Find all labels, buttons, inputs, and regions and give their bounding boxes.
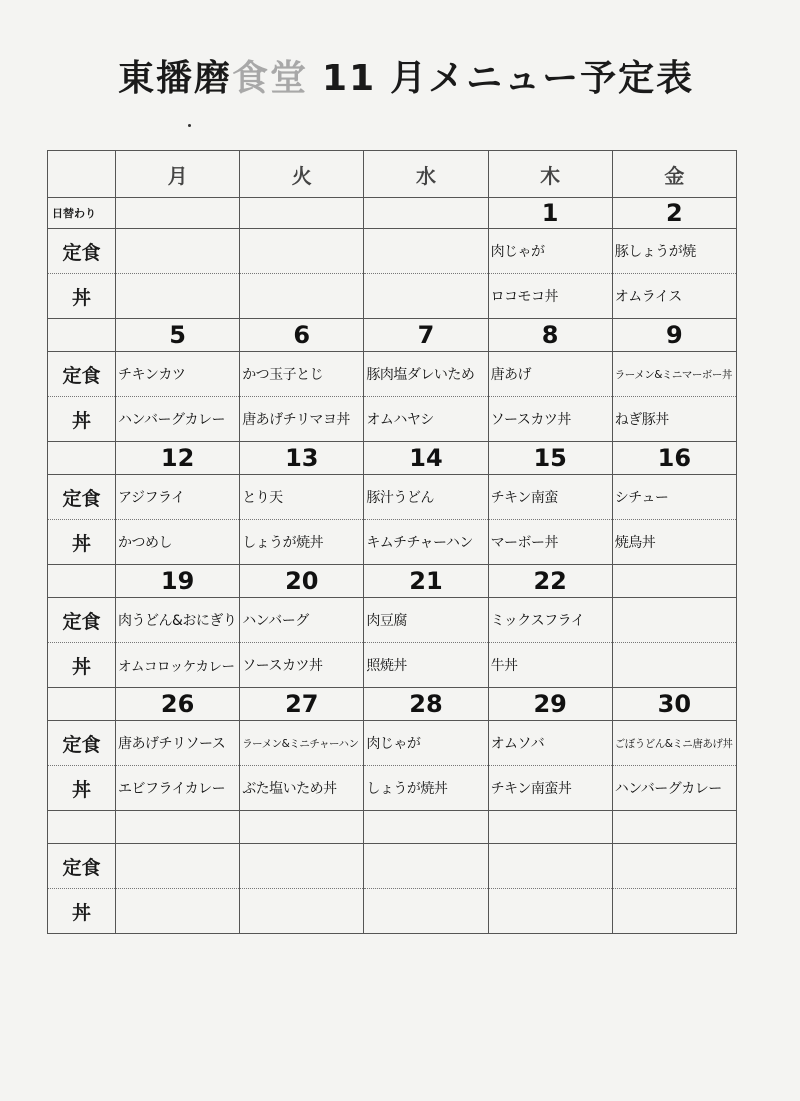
teishoku-item xyxy=(612,598,736,643)
don-item: 焼鳥丼 xyxy=(612,520,736,565)
teishoku-item: ラーメン&ミニチャーハン xyxy=(240,721,364,766)
teishoku-item xyxy=(612,844,736,889)
date-row-label xyxy=(48,688,116,721)
don-row xyxy=(48,766,737,811)
teishoku-item: アジフライ xyxy=(116,475,240,520)
teishoku-item: チキン南蛮 xyxy=(488,475,612,520)
teishoku-item: 唐あげチリソース xyxy=(116,721,240,766)
don-item: オムライス xyxy=(612,274,736,319)
don-row xyxy=(48,643,737,688)
date-row xyxy=(48,442,737,475)
date-cell: 28 xyxy=(364,688,488,721)
date-cell xyxy=(364,811,488,844)
teishoku-item xyxy=(116,229,240,274)
teishoku-row xyxy=(48,844,737,889)
daily-label: 日替わり xyxy=(48,198,116,229)
menu-table xyxy=(47,150,737,934)
don-item xyxy=(116,274,240,319)
don-item: オムコロッケカレー xyxy=(116,643,240,688)
date-cell: 30 xyxy=(612,688,736,721)
date-row xyxy=(48,688,737,721)
date-cell: 13 xyxy=(240,442,364,475)
date-cell: 12 xyxy=(116,442,240,475)
don-item: キムチチャーハン xyxy=(364,520,488,565)
date-cell: 22 xyxy=(488,565,612,598)
don-item xyxy=(612,889,736,934)
teishoku-item xyxy=(364,844,488,889)
don-item: ロコモコ丼 xyxy=(488,274,612,319)
date-cell: 15 xyxy=(488,442,612,475)
don-item: かつめし xyxy=(116,520,240,565)
title-suffix: 月メニュー予定表 xyxy=(390,58,695,99)
date-row-label xyxy=(48,319,116,352)
don-item xyxy=(364,274,488,319)
date-cell xyxy=(240,198,364,229)
shop-name: 東播磨 xyxy=(118,58,233,99)
teishoku-item: 豚肉塩ダレいため xyxy=(364,352,488,397)
don-item: 牛丼 xyxy=(488,643,612,688)
don-item: ねぎ豚丼 xyxy=(612,397,736,442)
date-cell xyxy=(364,198,488,229)
weekday-header: 金 xyxy=(612,151,736,198)
teishoku-item xyxy=(488,844,612,889)
don-row xyxy=(48,520,737,565)
teishoku-label: 定食 xyxy=(48,352,116,397)
teishoku-item: とり天 xyxy=(240,475,364,520)
teishoku-item: 肉豆腐 xyxy=(364,598,488,643)
date-cell xyxy=(488,811,612,844)
date-cell xyxy=(612,811,736,844)
don-item: ハンバーグカレー xyxy=(116,397,240,442)
date-cell: 2 xyxy=(612,198,736,229)
date-cell: 21 xyxy=(364,565,488,598)
cafeteria-label: 食堂 xyxy=(232,58,309,99)
date-cell: 14 xyxy=(364,442,488,475)
teishoku-item: チキンカツ xyxy=(116,352,240,397)
don-item xyxy=(612,643,736,688)
teishoku-label: 定食 xyxy=(48,598,116,643)
teishoku-item xyxy=(364,229,488,274)
don-item: エビフライカレー xyxy=(116,766,240,811)
weekday-header: 水 xyxy=(364,151,488,198)
don-row xyxy=(48,274,737,319)
date-cell: 7 xyxy=(364,319,488,352)
don-label: 丼 xyxy=(48,889,116,934)
teishoku-row xyxy=(48,352,737,397)
date-row xyxy=(48,319,737,352)
don-item: 唐あげチリマヨ丼 xyxy=(240,397,364,442)
don-item xyxy=(240,274,364,319)
teishoku-item xyxy=(240,229,364,274)
page-title xyxy=(118,50,694,101)
don-label: 丼 xyxy=(48,397,116,442)
weekday-header-row xyxy=(48,151,737,198)
teishoku-item: 豚しょうが焼 xyxy=(612,229,736,274)
teishoku-row xyxy=(48,475,737,520)
teishoku-label: 定食 xyxy=(48,229,116,274)
date-cell: 27 xyxy=(240,688,364,721)
date-row xyxy=(48,198,737,229)
don-item xyxy=(240,889,364,934)
don-label: 丼 xyxy=(48,274,116,319)
date-cell: 19 xyxy=(116,565,240,598)
date-row-label xyxy=(48,442,116,475)
weekday-header: 木 xyxy=(488,151,612,198)
don-item: ぶた塩いため丼 xyxy=(240,766,364,811)
date-cell: 16 xyxy=(612,442,736,475)
don-label: 丼 xyxy=(48,520,116,565)
date-cell: 29 xyxy=(488,688,612,721)
date-cell: 8 xyxy=(488,319,612,352)
teishoku-item: 肉じゃが xyxy=(488,229,612,274)
date-row xyxy=(48,565,737,598)
weekday-header: 火 xyxy=(240,151,364,198)
don-label: 丼 xyxy=(48,766,116,811)
don-item xyxy=(488,889,612,934)
don-item: ソースカツ丼 xyxy=(240,643,364,688)
date-row xyxy=(48,811,737,844)
teishoku-item: ラーメン&ミニマーボー丼 xyxy=(612,352,736,397)
don-item: マーボー丼 xyxy=(488,520,612,565)
teishoku-item: 豚汁うどん xyxy=(364,475,488,520)
date-cell: 26 xyxy=(116,688,240,721)
don-item: ソースカツ丼 xyxy=(488,397,612,442)
teishoku-item: ハンバーグ xyxy=(240,598,364,643)
date-cell: 6 xyxy=(240,319,364,352)
don-label: 丼 xyxy=(48,643,116,688)
don-row xyxy=(48,889,737,934)
month-number: 11 xyxy=(322,58,377,99)
teishoku-item: ミックスフライ xyxy=(488,598,612,643)
don-item xyxy=(116,889,240,934)
teishoku-item xyxy=(240,844,364,889)
stray-mark xyxy=(188,124,191,127)
teishoku-item xyxy=(116,844,240,889)
teishoku-item: かつ玉子とじ xyxy=(240,352,364,397)
teishoku-item: 肉うどん&おにぎり xyxy=(116,598,240,643)
date-cell: 9 xyxy=(612,319,736,352)
header-corner xyxy=(48,151,116,198)
don-item: チキン南蛮丼 xyxy=(488,766,612,811)
date-row-label xyxy=(48,565,116,598)
date-cell xyxy=(240,811,364,844)
don-item xyxy=(364,889,488,934)
don-item: 照焼丼 xyxy=(364,643,488,688)
teishoku-item: ごぼうどん&ミニ唐あげ丼 xyxy=(612,721,736,766)
date-cell xyxy=(116,198,240,229)
don-item: オムハヤシ xyxy=(364,397,488,442)
date-cell xyxy=(612,565,736,598)
date-cell xyxy=(116,811,240,844)
don-item: しょうが焼丼 xyxy=(240,520,364,565)
weekday-header: 月 xyxy=(116,151,240,198)
don-row xyxy=(48,397,737,442)
teishoku-item: 唐あげ xyxy=(488,352,612,397)
teishoku-label: 定食 xyxy=(48,844,116,889)
date-cell: 1 xyxy=(488,198,612,229)
teishoku-item: オムソバ xyxy=(488,721,612,766)
date-row-label xyxy=(48,811,116,844)
teishoku-label: 定食 xyxy=(48,475,116,520)
teishoku-item: シチュー xyxy=(612,475,736,520)
don-item: しょうが焼丼 xyxy=(364,766,488,811)
teishoku-label: 定食 xyxy=(48,721,116,766)
teishoku-item: 肉じゃが xyxy=(364,721,488,766)
teishoku-row xyxy=(48,721,737,766)
date-cell: 5 xyxy=(116,319,240,352)
don-item: ハンバーグカレー xyxy=(612,766,736,811)
teishoku-row xyxy=(48,598,737,643)
teishoku-row xyxy=(48,229,737,274)
date-cell: 20 xyxy=(240,565,364,598)
